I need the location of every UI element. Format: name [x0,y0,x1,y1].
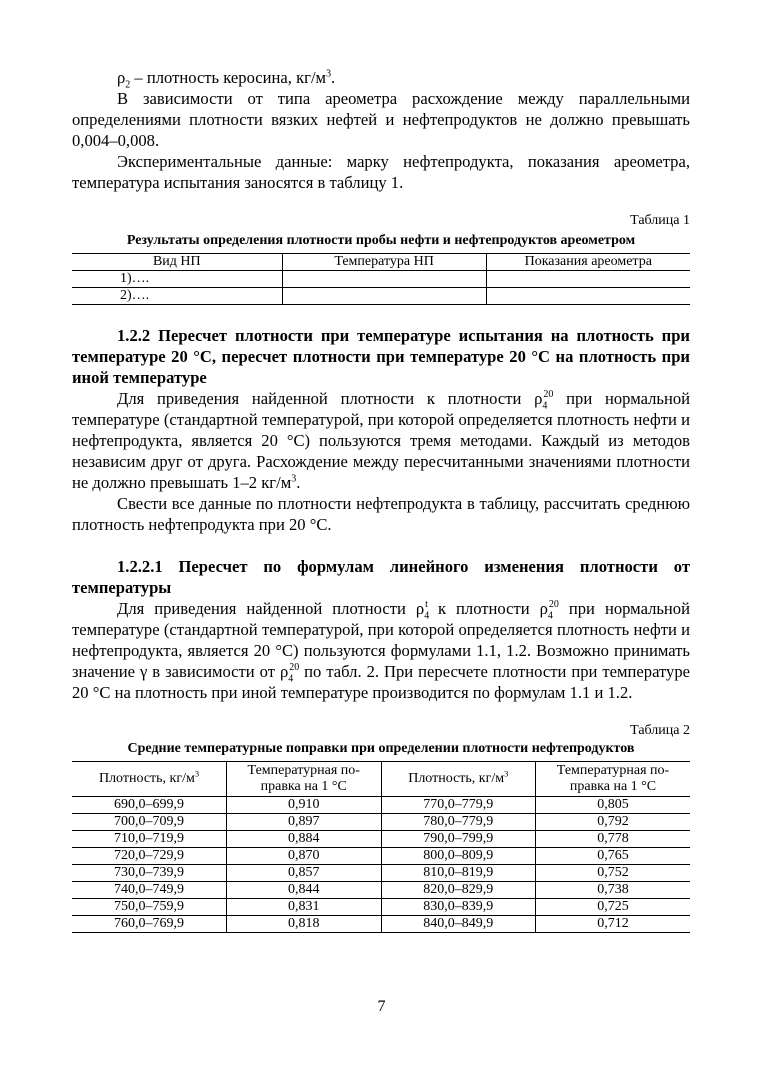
table-cell: 690,0–699,9 [72,797,227,814]
table-cell: 0,884 [227,831,382,848]
table1-header-cell: Показания ареометра [486,254,690,271]
table1-header-row [72,254,690,271]
table-cell: 830,0–839,9 [381,899,536,916]
table-row [72,797,690,814]
table-row [72,288,690,305]
table-cell: 0,792 [536,814,691,831]
table2-header-row [72,762,690,797]
table-cell: 0,738 [536,882,691,899]
page-number: 7 [377,998,386,1015]
table-cell: 700,0–709,9 [72,814,227,831]
table-cell: 0,725 [536,899,691,916]
table-cell: 780,0–779,9 [381,814,536,831]
table2-label: Таблица 2 [630,723,690,738]
section-heading-1-2-2: 1.2.2 Пересчет плотности при температуре испытания на плотность при температуре 20 °С, пересчет плотности при температуре 20 °С на плотность при иной температуре [72,326,690,387]
table-cell: 810,0–819,9 [381,865,536,882]
table-cell: 0,870 [227,848,382,865]
table-cell: 730,0–739,9 [72,865,227,882]
table-cell: 740,0–749,9 [72,882,227,899]
table2-title: Средние температурные поправки при определении плотности нефтепродуктов [127,741,635,756]
table1-title: Результаты определения плотности пробы нефти и нефтепродуктов ареометром [126,233,636,248]
document-page [72,0,690,933]
table-cell: 820,0–829,9 [381,882,536,899]
table-cell: 0,765 [536,848,691,865]
table-cell: 790,0–799,9 [381,831,536,848]
table-cell: 0,831 [227,899,382,916]
paragraph-122-2: Свести все данные по плотности нефтепродукта в таблицу, рассчитать среднюю плотность нефтепродукта при 20 °С. [72,494,690,534]
table-cell: 760,0–769,9 [72,916,227,933]
table-row [72,814,690,831]
table-cell: 0,910 [227,797,382,814]
section-heading-1-2-2-1: 1.2.2.1 Пересчет по формулам линейного изменения плотности от температуры [72,557,690,597]
table-row [72,882,690,899]
table-cell: 800,0–809,9 [381,848,536,865]
table2 [72,761,690,933]
table1-label: Таблица 1 [630,213,690,228]
table-row [72,831,690,848]
table-row [72,916,690,933]
table-cell: 720,0–729,9 [72,848,227,865]
table1 [72,253,690,305]
table1-header-cell: Вид НП [72,254,282,271]
table1-header-cell: Температура НП [282,254,486,271]
table-cell: 0,857 [227,865,382,882]
paragraph-experimental: Экспериментальные данные: марку нефтепродукта, показания ареометра, температура испытания заносятся в таблицу 1. [72,152,690,192]
table-cell: 0,818 [227,916,382,933]
paragraph-arometer: В зависимости от типа ареометра расхождение между параллельными определениями плотности вязких нефтей и нефтепродуктов не должно превышать 0,004–0,008. [72,89,690,150]
table-cell [486,271,690,288]
table-cell: 0,897 [227,814,382,831]
paragraph-122-1: Для приведения найденной плотности к плотности $\rho_4^{20}$ при нормальной температуре (стандартной температурой, при которой определяется плотность нефти и нефтепродукта, является 20 °С) пользуются тремя методами. Каждый из методов независим друг от друга. Расхождение между пересчитанными значениями плотности не должно превышать 1–2 $кг/м^3$. [72,389,690,492]
table-cell: 710,0–719,9 [72,831,227,848]
paragraph-rho2: $\rho_2$ – плотность керосина, $кг/м^3$. [117,68,336,91]
table2-header-correction: Температурная по- правка на 1 °С [536,762,691,797]
table-cell: 750,0–759,9 [72,899,227,916]
paragraph-1221-1: Для приведения найденной плотности $\rho_4^t$ к плотности $\rho_4^{20}$ при нормальной температуре (стандартной температурой, при которой определяется плотность нефти и нефтепродукта, является 20 °С) пользуются формулами 1.1, 1.2. Возможно принимать значение γ в зависимости от $\rho_4^{20}$ по табл. 2. При пересчете плотности при температуре 20 °С на плотность при иной температуре производится по формулам 1.1 и 1.2. [72,599,690,702]
table-cell: 0,844 [227,882,382,899]
table-cell: 0,712 [536,916,691,933]
table-cell: 0,778 [536,831,691,848]
table-cell: 0,805 [536,797,691,814]
table2-header-correction: Температурная по- правка на 1 °С [227,762,382,797]
table-cell [486,288,690,305]
table-cell: 2)…. [72,288,282,305]
table-cell [282,288,486,305]
table-row [72,899,690,916]
table-cell: 770,0–779,9 [381,797,536,814]
table-cell: 840,0–849,9 [381,916,536,933]
table-cell [282,271,486,288]
table-cell: 1)…. [72,271,282,288]
table-cell: 0,752 [536,865,691,882]
table2-header-density: Плотность, $кг/м^3$ [381,762,536,797]
table-row [72,848,690,865]
table2-header-density: Плотность, $кг/м^3$ [72,762,227,797]
table-row [72,865,690,882]
table-row [72,271,690,288]
